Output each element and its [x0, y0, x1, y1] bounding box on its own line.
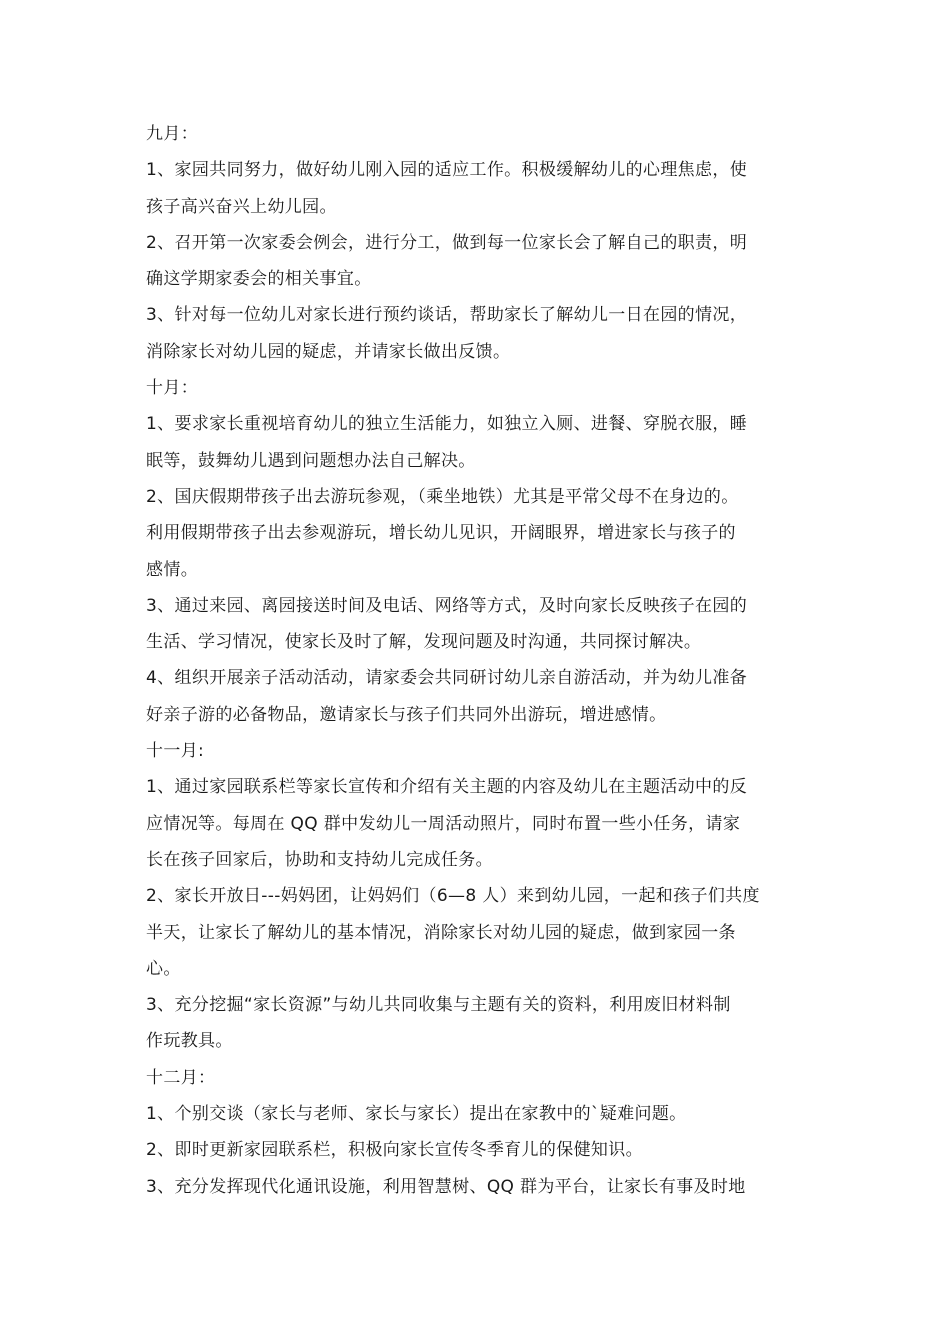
text-line: 1、家园共同努力，做好幼儿刚入园的适应工作。积极缓解幼儿的心理焦虑，使 [146, 160, 748, 181]
text-line: 2、国庆假期带孩子出去游玩参观，（乘坐地铁）尤其是平常父母不在身边的。 [146, 486, 739, 507]
text-line: 孩子高兴奋兴上幼儿园。 [146, 196, 337, 217]
text-line: 感情。 [146, 559, 199, 580]
text-line: 确这学期家委会的相关事宜。 [146, 269, 372, 290]
text-line: 作玩教具。 [146, 1031, 233, 1052]
text-line: 3、充分发挥现代化通讯设施，利用智慧树、QQ 群为平台，让家长有事及时地 [146, 1176, 746, 1197]
document-body [146, 116, 816, 1205]
text-line: 3、针对每一位幼儿对家长进行预约谈话，帮助家长了解幼儿一日在园的情况， [146, 305, 748, 326]
text-line: 3、充分挖掘“家长资源”与幼儿共同收集与主题有关的资料，利用废旧材料制 [146, 995, 731, 1016]
text-line: 利用假期带孩子出去参观游玩，增长幼儿见识，开阔眼界，增进家长与孩子的 [146, 523, 736, 544]
text-line: 2、家长开放日---妈妈团，让妈妈们（6—8 人）来到幼儿园，一起和孩子们共度 [146, 886, 760, 907]
text-line: 应情况等。每周在 QQ 群中发幼儿一周活动照片，同时布置一些小任务，请家 [146, 813, 741, 834]
text-line: 2、召开第一次家委会例会，进行分工，做到每一位家长会了解自己的职责，明 [146, 232, 748, 253]
heading-september: 九月： [146, 124, 199, 144]
heading-october: 十月： [146, 378, 199, 399]
text-line: 1、个别交谈（家长与老师、家长与家长）提出在家教中的`疑难问题。 [146, 1104, 687, 1125]
text-line: 1、要求家长重视培育幼儿的独立生活能力，如独立入厕、进餐、穿脱衣服，睡 [146, 414, 748, 435]
text-line: 消除家长对幼儿园的疑虑，并请家长做出反馈。 [146, 341, 511, 362]
heading-november: 十一月: [146, 741, 205, 762]
text-line: 3、通过来园、离园接送时间及电话、网络等方式，及时向家长反映孩子在园的 [146, 595, 748, 616]
heading-december: 十二月： [146, 1067, 216, 1088]
text-line: 4、组织开展亲子活动活动，请家委会共同研讨幼儿亲自游活动，并为幼儿准备 [146, 668, 748, 689]
text-line: 生活、学习情况，使家长及时了解，发现问题及时沟通，共同探讨解决。 [146, 632, 702, 653]
text-line: 半天，让家长了解幼儿的基本情况，消除家长对幼儿园的疑虑，做到家园一条 [146, 922, 736, 943]
text-line: 长在孩子回家后，协助和支持幼儿完成任务。 [146, 849, 493, 870]
text-line: 2、即时更新家园联系栏，积极向家长宣传冬季育儿的保健知识。 [146, 1140, 643, 1161]
text-line: 眠等，鼓舞幼儿遇到问题想办法自己解决。 [146, 450, 476, 471]
text-line: 心。 [146, 958, 181, 979]
text-line: 好亲子游的必备物品，邀请家长与孩子们共同外出游玩，增进感情。 [146, 704, 667, 725]
text-line: 1、通过家园联系栏等家长宣传和介绍有关主题的内容及幼儿在主题活动中的反 [146, 777, 748, 798]
